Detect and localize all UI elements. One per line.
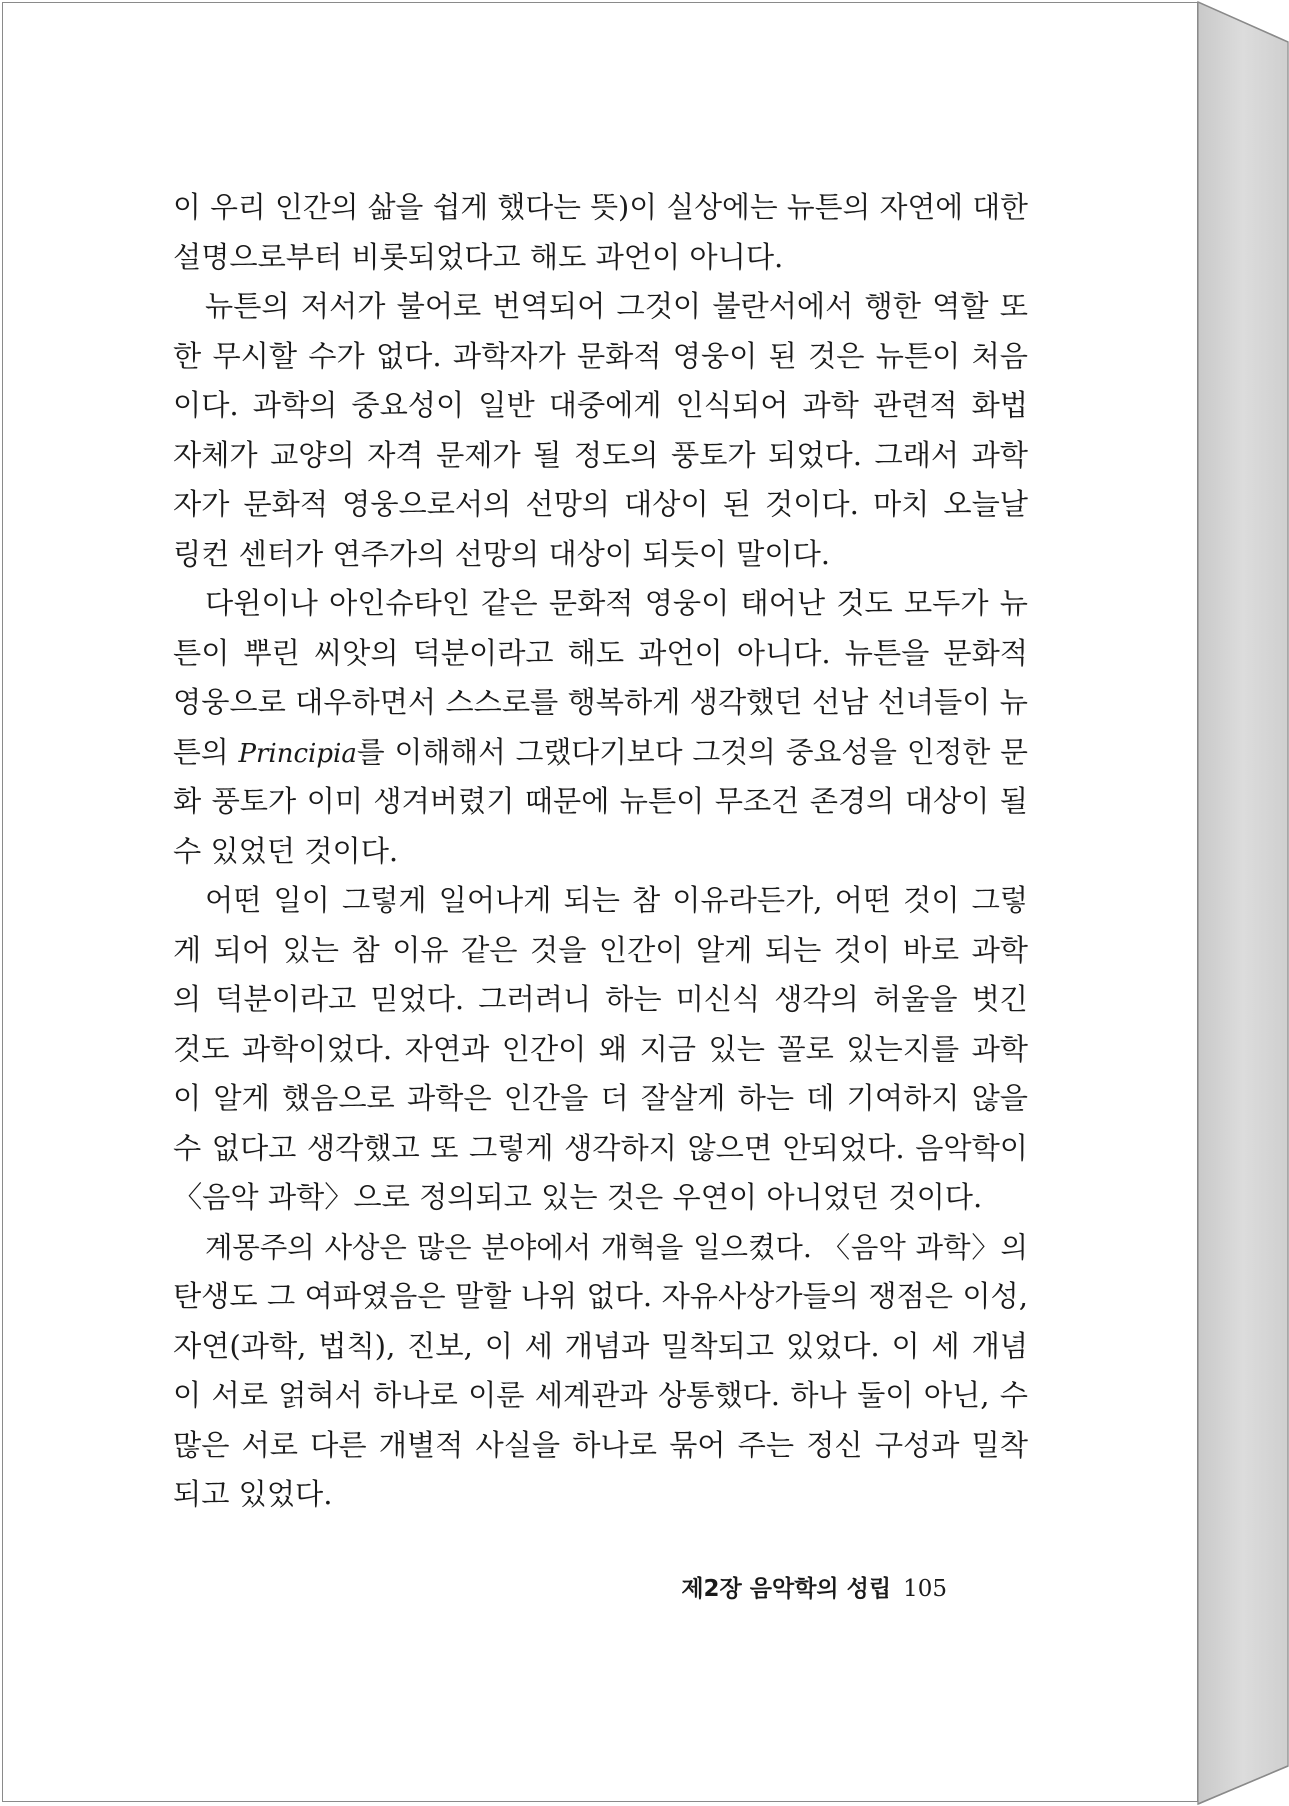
text-line: 〈음악 과학〉으로 정의되고 있는 것은 우연이 아니었던 것이다. <box>173 1180 983 1214</box>
chapter-title: 제2장 음악학의 성립 <box>681 1576 892 1602</box>
text-line <box>173 728 1028 778</box>
text-line: 화 풍토가 이미 생겨버렸기 때문에 뉴튼이 무조건 존경의 대상이 될 <box>173 784 1028 818</box>
page-footer <box>681 1570 947 1603</box>
text-line: 다윈이나 아인슈타인 같은 문화적 영웅이 태어난 것도 모두가 뉴 <box>205 586 1028 620</box>
text-line: 어떤 일이 그렇게 일어나게 되는 참 이유라든가, 어떤 것이 그렇 <box>205 883 1028 917</box>
body-text <box>173 183 1028 1520</box>
text-line: 링컨 센터가 연주가의 선망의 대상이 되듯이 말이다. <box>173 536 831 571</box>
book-page <box>2 2 1198 1802</box>
text-line: 자체가 교양의 자격 문제가 될 정도의 풍토가 되었다. 그래서 과학 <box>173 437 1028 472</box>
text-line: 이 서로 얽혀서 하나로 이룬 세계관과 상통했다. 하나 둘이 아닌, 수 <box>173 1378 1028 1412</box>
text-line: 많은 서로 다른 개별적 사실을 하나로 묶어 주는 정신 구성과 밀착 <box>173 1427 1028 1462</box>
text-line: 이 알게 했음으로 과학은 인간을 더 잘살게 하는 데 기여하지 않을 <box>173 1081 1028 1115</box>
text-line: 뉴튼의 저서가 불어로 번역되어 그것이 불란서에서 행한 역할 또 <box>205 289 1028 323</box>
text-segment: 를 이해해서 그랬다기보다 그것의 중요성을 인정한 문 <box>356 734 1028 769</box>
text-line: 수 없다고 생각했고 또 그렇게 생각하지 않으면 안되었다. 음악학이 <box>173 1130 1028 1165</box>
text-line: 의 덕분이라고 믿었다. 그러려니 하는 미신식 생각의 허울을 벗긴 <box>173 982 1028 1016</box>
text-line: 이다. 과학의 중요성이 일반 대중에게 인식되어 과학 관련적 화법 <box>173 388 1028 422</box>
text-line: 자가 문화적 영웅으로서의 선망의 대상이 된 것이다. 마치 오늘날 <box>173 487 1028 521</box>
text-line: 되고 있었다. <box>173 1477 333 1511</box>
text-line: 계몽주의 사상은 많은 분야에서 개혁을 일으켰다. 〈음악 과학〉의 <box>205 1230 1028 1264</box>
text-line: 수 있었던 것이다. <box>173 833 399 868</box>
text-line: 것도 과학이었다. 자연과 인간이 왜 지금 있는 꼴로 있는지를 과학 <box>173 1031 1028 1066</box>
text-line: 한 무시할 수가 없다. 과학자가 문화적 영웅이 된 것은 뉴튼이 처음 <box>173 338 1028 373</box>
text-line: 이 우리 인간의 삶을 쉽게 했다는 뜻)이 실상에는 뉴튼의 자연에 대한 <box>173 190 1028 224</box>
text-line: 튼이 뿌린 씨앗의 덕분이라고 해도 과언이 아니다. 뉴튼을 문화적 <box>173 635 1028 670</box>
text-line: 설명으로부터 비롯되었다고 해도 과언이 아니다. <box>173 239 784 274</box>
text-line: 탄생도 그 여파였음은 말할 나위 없다. 자유사상가들의 쟁점은 이성, <box>173 1279 1028 1313</box>
spine-face <box>1198 2 1288 1804</box>
text-line: 영웅으로 대우하면서 스스로를 행복하게 생각했던 선남 선녀들이 뉴 <box>173 685 1028 719</box>
page-number: 105 <box>903 1576 947 1602</box>
text-line: 게 되어 있는 참 이유 같은 것을 인간이 알게 되는 것이 바로 과학 <box>173 932 1028 967</box>
text-line: 자연(과학, 법칙), 진보, 이 세 개념과 밀착되고 있었다. 이 세 개념 <box>173 1328 1028 1363</box>
italic-title: Principia <box>238 738 357 769</box>
text-segment: 튼의 <box>173 734 239 769</box>
